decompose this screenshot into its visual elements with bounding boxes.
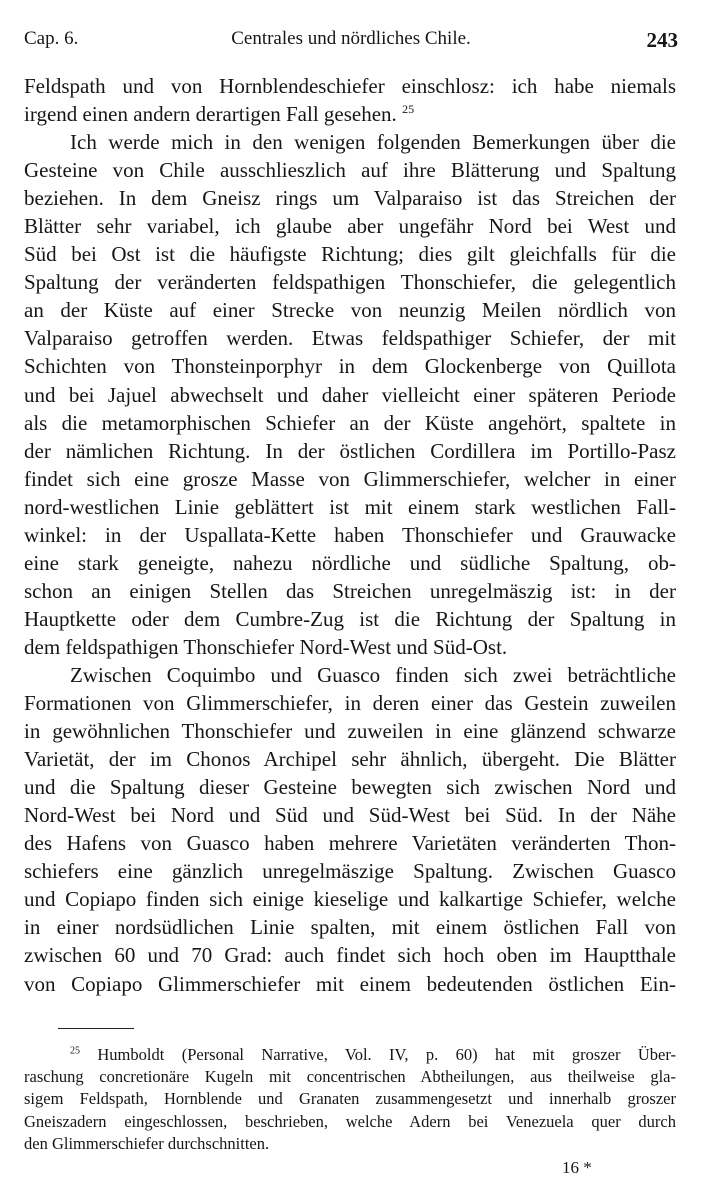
- text-line-content: Gesteine von Chile ausschlieszlich auf ihre Blätterung und Spaltung: [24, 158, 676, 183]
- text-line: [24, 184, 676, 212]
- chapter-label: Cap. 6.: [24, 28, 79, 49]
- text-line: [24, 240, 676, 268]
- footnote-reference: 25: [402, 102, 415, 117]
- text-line-content: Spaltung der veränderten feldspathigen Thonschiefer, die gelegentlich: [24, 270, 676, 295]
- text-line-content: findet sich eine grosze Masse von Glimmerschiefer, welcher in einer: [24, 466, 676, 491]
- text-line-content: Valparaiso getroffen werden. Etwas feldspathiger Schiefer, der mit: [24, 326, 676, 351]
- text-line: [24, 857, 676, 885]
- text-line: [24, 521, 676, 549]
- footnote-line-content: Humboldt (Personal Narrative, Vol. IV, p. 60) hat mit groszer Über-: [97, 1045, 676, 1064]
- footnote-rule: [58, 1028, 134, 1029]
- text-line: [24, 268, 676, 296]
- text-line: [24, 745, 676, 773]
- text-line: [24, 717, 676, 745]
- text-line: [24, 885, 676, 913]
- running-header: [24, 28, 678, 58]
- text-line: [24, 773, 676, 801]
- footnote-line: [24, 1111, 676, 1133]
- text-line-content: Nord-West bei Nord und Süd und Süd-West bei Süd. In der Nähe: [24, 803, 676, 828]
- text-line: [24, 156, 676, 184]
- text-line-content: Schichten von Thonsteinporphyr in dem Glockenberge von Quillota: [24, 354, 676, 379]
- text-line-content: und bei Jajuel abwechselt und daher vielleicht einer späteren Periode: [24, 382, 676, 407]
- text-line-content: Feldspath und von Hornblendeschiefer einschlosz: ich habe niemals: [24, 74, 676, 98]
- text-line: [24, 801, 676, 829]
- footnote-line-content: Gneiszadern eingeschlossen, beschrieben, welche Adern bei Venezuela quer durch: [24, 1111, 676, 1131]
- text-line: [24, 633, 676, 661]
- text-line-content: Süd bei Ost ist die häufigste Richtung; dies gilt gleichfalls für die: [24, 242, 676, 267]
- text-line: [24, 296, 676, 324]
- text-line: [24, 437, 676, 465]
- text-line: [24, 549, 676, 577]
- text-line-content: Blätter sehr variabel, ich glaube aber ungefähr Nord bei West und: [24, 214, 676, 239]
- text-line-content: dem feldspathigen Thonschiefer Nord-West und Süd-Ost.: [24, 634, 508, 659]
- text-line-content: beziehen. In dem Gneisz rings um Valparaiso ist das Streichen der: [24, 186, 676, 211]
- footnote-line-content: den Glimmerschiefer durchschnitten.: [24, 1133, 270, 1153]
- text-line-content: und Copiapo finden sich einige kieselige und kalkartige Schiefer, welche: [24, 887, 676, 912]
- text-line-content: von Copiapo Glimmerschiefer mit einem bedeutenden östlichen Ein-: [24, 971, 676, 996]
- text-line: [24, 605, 676, 633]
- text-line: [24, 352, 676, 380]
- text-line: [24, 493, 676, 521]
- text-line: [24, 72, 676, 100]
- footnote-line-content: raschung concretionäre Kugeln mit concentrischen Abtheilungen, aus theilweise gla-: [24, 1067, 676, 1087]
- text-line: [24, 100, 676, 128]
- text-line-content: in einer nordsüdlichen Linie spalten, mit einem östlichen Fall von: [24, 915, 676, 940]
- text-line-content: Ich werde mich in den wenigen folgenden Bemerkungen über die: [70, 130, 676, 155]
- text-line-content: Zwischen Coquimbo und Guasco finden sich zwei beträchtliche: [70, 662, 676, 687]
- footnote-line-content: sigem Feldspath, Hornblende und Granaten zusammengesetzt und innerhalb groszer: [24, 1089, 676, 1109]
- text-line-content: nord-westlichen Linie geblättert ist mit einem stark westlichen Fall-: [24, 494, 676, 519]
- text-line-content: an der Küste auf einer Strecke von neunzig Meilen nördlich von: [24, 298, 676, 323]
- text-line: [24, 913, 676, 941]
- footnote: [24, 1044, 676, 1155]
- footnote-marker: 25: [70, 1045, 80, 1057]
- text-line-content: Varietät, der im Chonos Archipel sehr ähnlich, übergeht. Die Blätter: [24, 747, 676, 772]
- text-line-content: und die Spaltung dieser Gesteine bewegten sich zwischen Nord und: [24, 775, 676, 800]
- footnote-line: [24, 1066, 676, 1088]
- footnote-line: [24, 1133, 676, 1155]
- text-line-content: winkel: in der Uspallata-Kette haben Thonschiefer und Grauwacke: [24, 522, 676, 547]
- text-line-content: Formationen von Glimmerschiefer, in deren einer das Gestein zuweilen: [24, 691, 676, 716]
- text-line: [24, 661, 676, 689]
- signature-mark: 16 *: [562, 1158, 592, 1177]
- running-title: Centrales und nördliches Chile.: [231, 28, 471, 49]
- text-line: [24, 465, 676, 493]
- text-line-content: irgend einen andern derartigen Fall gesehen.: [24, 102, 397, 127]
- text-line: [24, 970, 676, 998]
- text-line: [24, 577, 676, 605]
- text-line-content: schiefers eine gänzlich unregelmäszige Spaltung. Zwischen Guasco: [24, 859, 676, 884]
- text-line: [24, 212, 676, 240]
- footnote-line: [24, 1088, 676, 1110]
- body-text: [24, 72, 676, 998]
- text-line-content: schon an einigen Stellen das Streichen unregelmäszig ist: in der: [24, 578, 676, 603]
- text-line: [24, 941, 676, 969]
- text-line-content: als die metamorphischen Schiefer an der Küste angehört, spaltete in: [24, 410, 676, 435]
- text-line-content: Hauptkette oder dem Cumbre-Zug ist die Richtung der Spaltung in: [24, 606, 676, 631]
- text-line: [24, 829, 676, 857]
- text-line-content: des Hafens von Guasco haben mehrere Varietäten veränderten Thon-: [24, 831, 676, 856]
- text-line-content: in gewöhnlichen Thonschiefer und zuweilen in eine glänzend schwarze: [24, 719, 676, 744]
- text-line: [24, 128, 676, 156]
- text-line: [24, 381, 676, 409]
- page-number: 243: [646, 28, 678, 52]
- text-line-content: der nämlichen Richtung. In der östlichen Cordillera im Portillo-Pasz: [24, 438, 676, 463]
- text-line: [24, 689, 676, 717]
- text-line-content: zwischen 60 und 70 Grad: auch findet sich hoch oben im Hauptthale: [24, 943, 676, 968]
- text-line-content: eine stark geneigte, nahezu nördliche und südliche Spaltung, ob-: [24, 550, 676, 575]
- text-line: [24, 324, 676, 352]
- text-line: [24, 409, 676, 437]
- footnote-line: [24, 1044, 676, 1066]
